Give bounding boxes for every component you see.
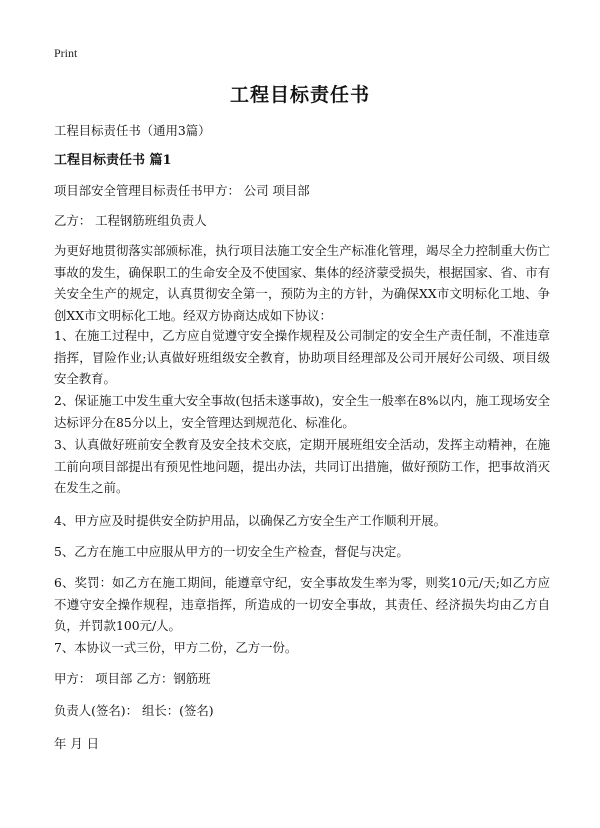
print-link[interactable]: Print: [54, 46, 78, 60]
section-heading: 工程目标责任书 篇1: [54, 153, 172, 168]
clause-3: 3、认真做好班前安全教育及安全技术交底，定期开展班组安全活动，发挥主动精神，在施工前向项目部提出有预见性地问题，提出办法，共同订出措施，做好预防工作，把事故消灭在发生之前。: [54, 437, 550, 495]
signature-date: 年 月 日: [54, 736, 100, 751]
clause-1: 1、在施工过程中，乙方应自觉遵守安全操作规程及公司制定的安全生产责任制，不准违章指挥，冒险作业;认真做好班组级安全教育，协助项目经理部及公司开展好公司级、项目级安全教育。: [54, 328, 550, 386]
signature-parties: 甲方： 项目部 乙方：钢筋班: [54, 671, 211, 686]
party-b-line: 乙方： 工程钢筋班组负责人: [54, 213, 207, 228]
intro-paragraph: 为更好地贯彻落实部颁标准，执行项目法施工安全生产标准化管理，竭尽全力控制重大伤亡事故的发生，确保职工的生命安全及不使国家、集体的经济蒙受损失，根据国家、省、市有关安全生产的规定，认真贯彻安全第一，预防为主的方针，为确保XX市文明标化工地、争创XX市文明标化工地。经双方协商达成如下协议：: [54, 243, 550, 323]
party-a-line: 项目部安全管理目标责任书甲方： 公司 项目部: [54, 183, 310, 198]
clause-4: 4、甲方应及时提供安全防护用品，以确保乙方安全生产工作顺利开展。: [54, 513, 446, 528]
page-title: 工程目标责任书: [229, 84, 370, 106]
document-subtitle: 工程目标责任书（通用3篇）: [54, 123, 211, 138]
clause-7: 7、本协议一式三份，甲方二份，乙方一份。: [54, 640, 298, 655]
clause-2: 2、保证施工中发生重大安全事故(包括未遂事故)，安全生一般率在8%以内，施工现场安全达标评分在85分以上，安全管理达到规范化、标准化。: [54, 393, 550, 430]
signature-names: 负责人(签名)： 组长：(签名): [54, 703, 214, 718]
clause-5: 5、乙方在施工中应服从甲方的一切安全生产检查，督促与决定。: [54, 544, 409, 559]
clause-6: 6、奖罚：如乙方在施工期间，能遵章守纪，安全事故发生率为零，则奖10元/天;如乙方应不遵守安全操作规程，违章指挥，所造成的一切安全事故，其责任、经济损失均由乙方自负，并罚款100元/人。: [54, 575, 550, 633]
